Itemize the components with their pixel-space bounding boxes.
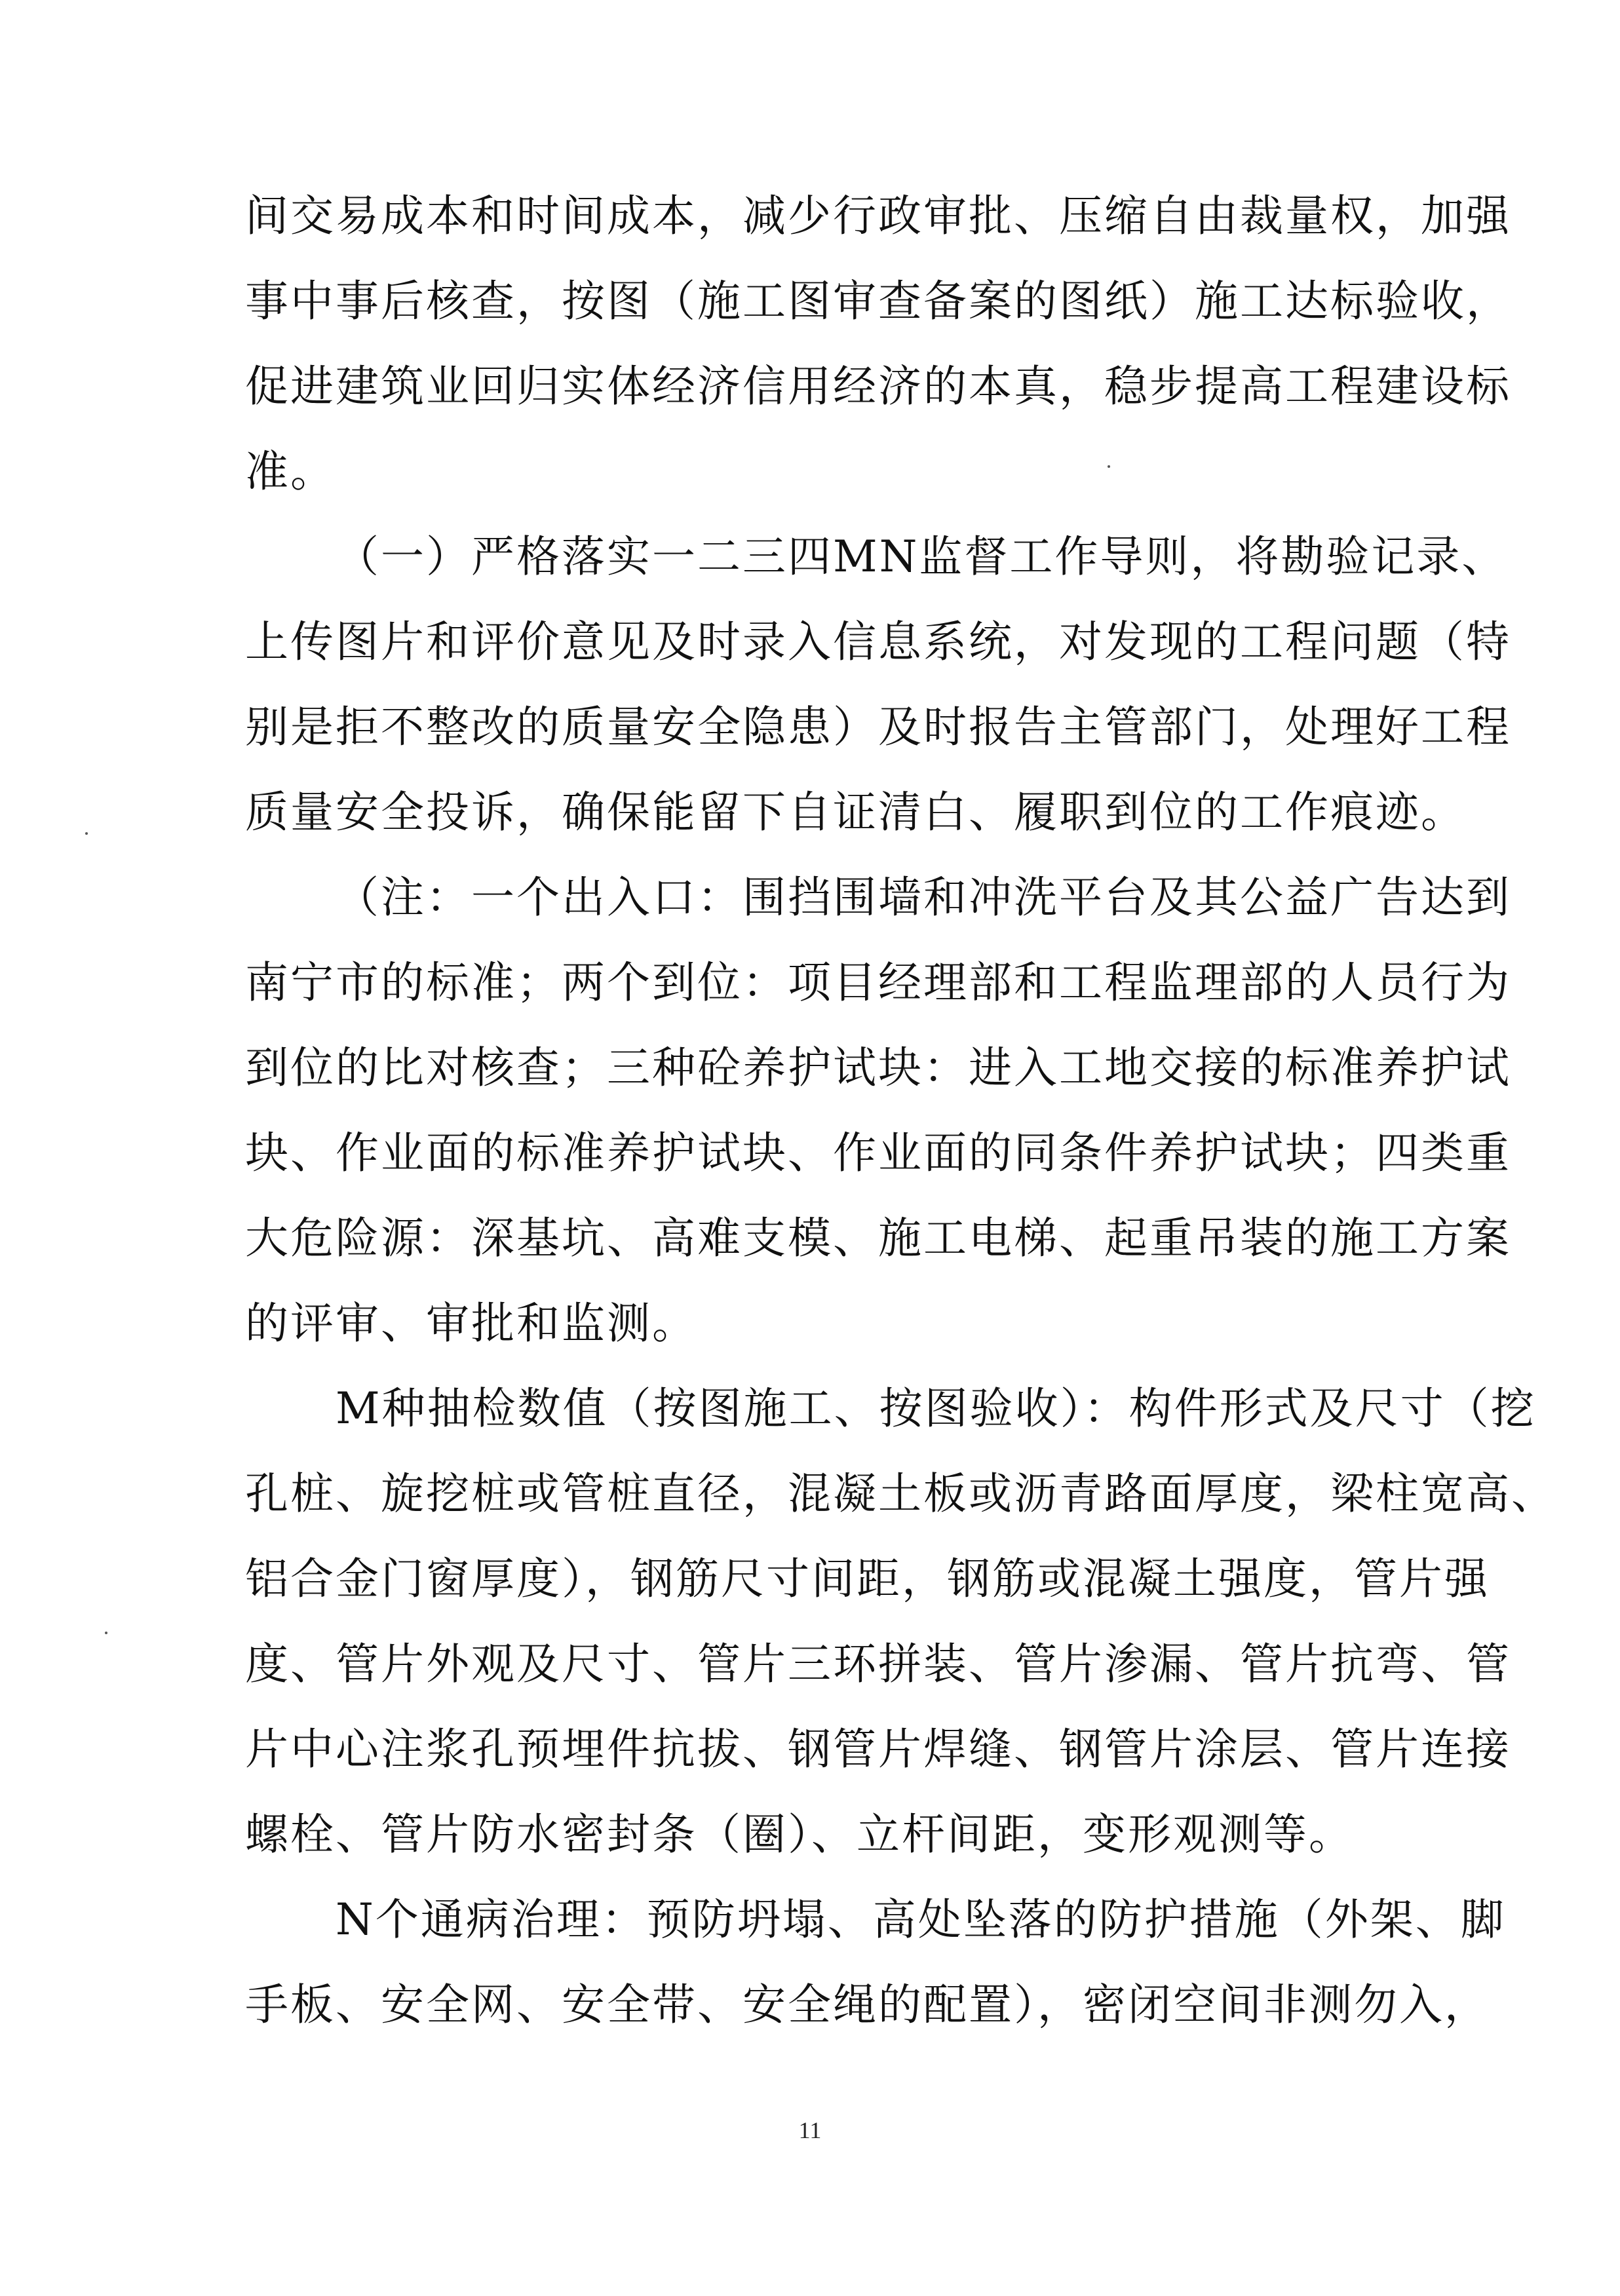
text-line-1: 间交易成本和时间成本，减少行政审批、压缩自由裁量权，加强 bbox=[245, 191, 1511, 241]
n-items-paragraph-start: N个通病治理：预防坍塌、高处坠落的防护措施（外架、脚 bbox=[336, 1894, 1506, 1945]
scan-speck bbox=[85, 832, 88, 835]
text-line-13: 大危险源：深基坑、高难支模、施工电梯、起重吊装的施工方案 bbox=[245, 1213, 1511, 1263]
text-line-6: 上传图片和评价意见及时录入信息系统，对发现的工程问题（特 bbox=[245, 617, 1511, 667]
text-line-8: 质量安全投诉，确保能留下自证清白、履职到位的工作痕迹。 bbox=[245, 787, 1466, 837]
text-line-19: 片中心注浆孔预埋件抗拔、钢管片焊缝、钢管片涂层、管片连接 bbox=[245, 1724, 1511, 1774]
page-number: 11 bbox=[798, 2117, 822, 2143]
text-line-12: 块、作业面的标准养护试块、作业面的同条件养护试块；四类重 bbox=[245, 1128, 1511, 1178]
text-line-4: 准。 bbox=[245, 446, 336, 497]
note-paragraph-start: （注：一个出入口：围挡围墙和冲洗平台及其公益广告达到 bbox=[336, 872, 1511, 923]
text-line-7: 别是拒不整改的质量安全隐患）及时报告主管部门，处理好工程 bbox=[245, 702, 1511, 752]
text-line-14: 的评审、审批和监测。 bbox=[245, 1298, 697, 1349]
text-line-11: 到位的比对核查；三种砼养护试块：进入工地交接的标准养护试 bbox=[245, 1043, 1511, 1093]
text-line-16: 孔桩、旋挖桩或管桩直径，混凝土板或沥青路面厚度，梁柱宽高、 bbox=[245, 1468, 1556, 1519]
text-line-22: 手板、安全网、安全带、安全绳的配置），密闭空间非测勿入， bbox=[245, 1980, 1490, 2030]
scan-speck bbox=[1108, 465, 1110, 468]
text-line-17: 铝合金门窗厚度），钢筋尺寸间距，钢筋或混凝土强度，管片强 bbox=[245, 1554, 1490, 1604]
m-items-paragraph-start: M种抽检数值（按图施工、按图验收）：构件形式及尺寸（挖 bbox=[336, 1383, 1536, 1434]
text-line-3: 促进建筑业回归实体经济信用经济的本真，稳步提高工程建设标 bbox=[245, 361, 1511, 411]
text-line-2: 事中事后核查，按图（施工图审查备案的图纸）施工达标验收， bbox=[245, 276, 1511, 326]
paragraph-1-start: （一）严格落实一二三四MN监督工作导则，将勘验记录、 bbox=[336, 531, 1507, 582]
scan-speck bbox=[105, 1632, 107, 1634]
text-line-18: 度、管片外观及尺寸、管片三环拼装、管片渗漏、管片抗弯、管 bbox=[245, 1639, 1511, 1689]
text-line-10: 南宁市的标准；两个到位：项目经理部和工程监理部的人员行为 bbox=[245, 957, 1511, 1008]
text-line-20: 螺栓、管片防水密封条（圈）、立杆间距，变形观测等。 bbox=[245, 1809, 1354, 1860]
